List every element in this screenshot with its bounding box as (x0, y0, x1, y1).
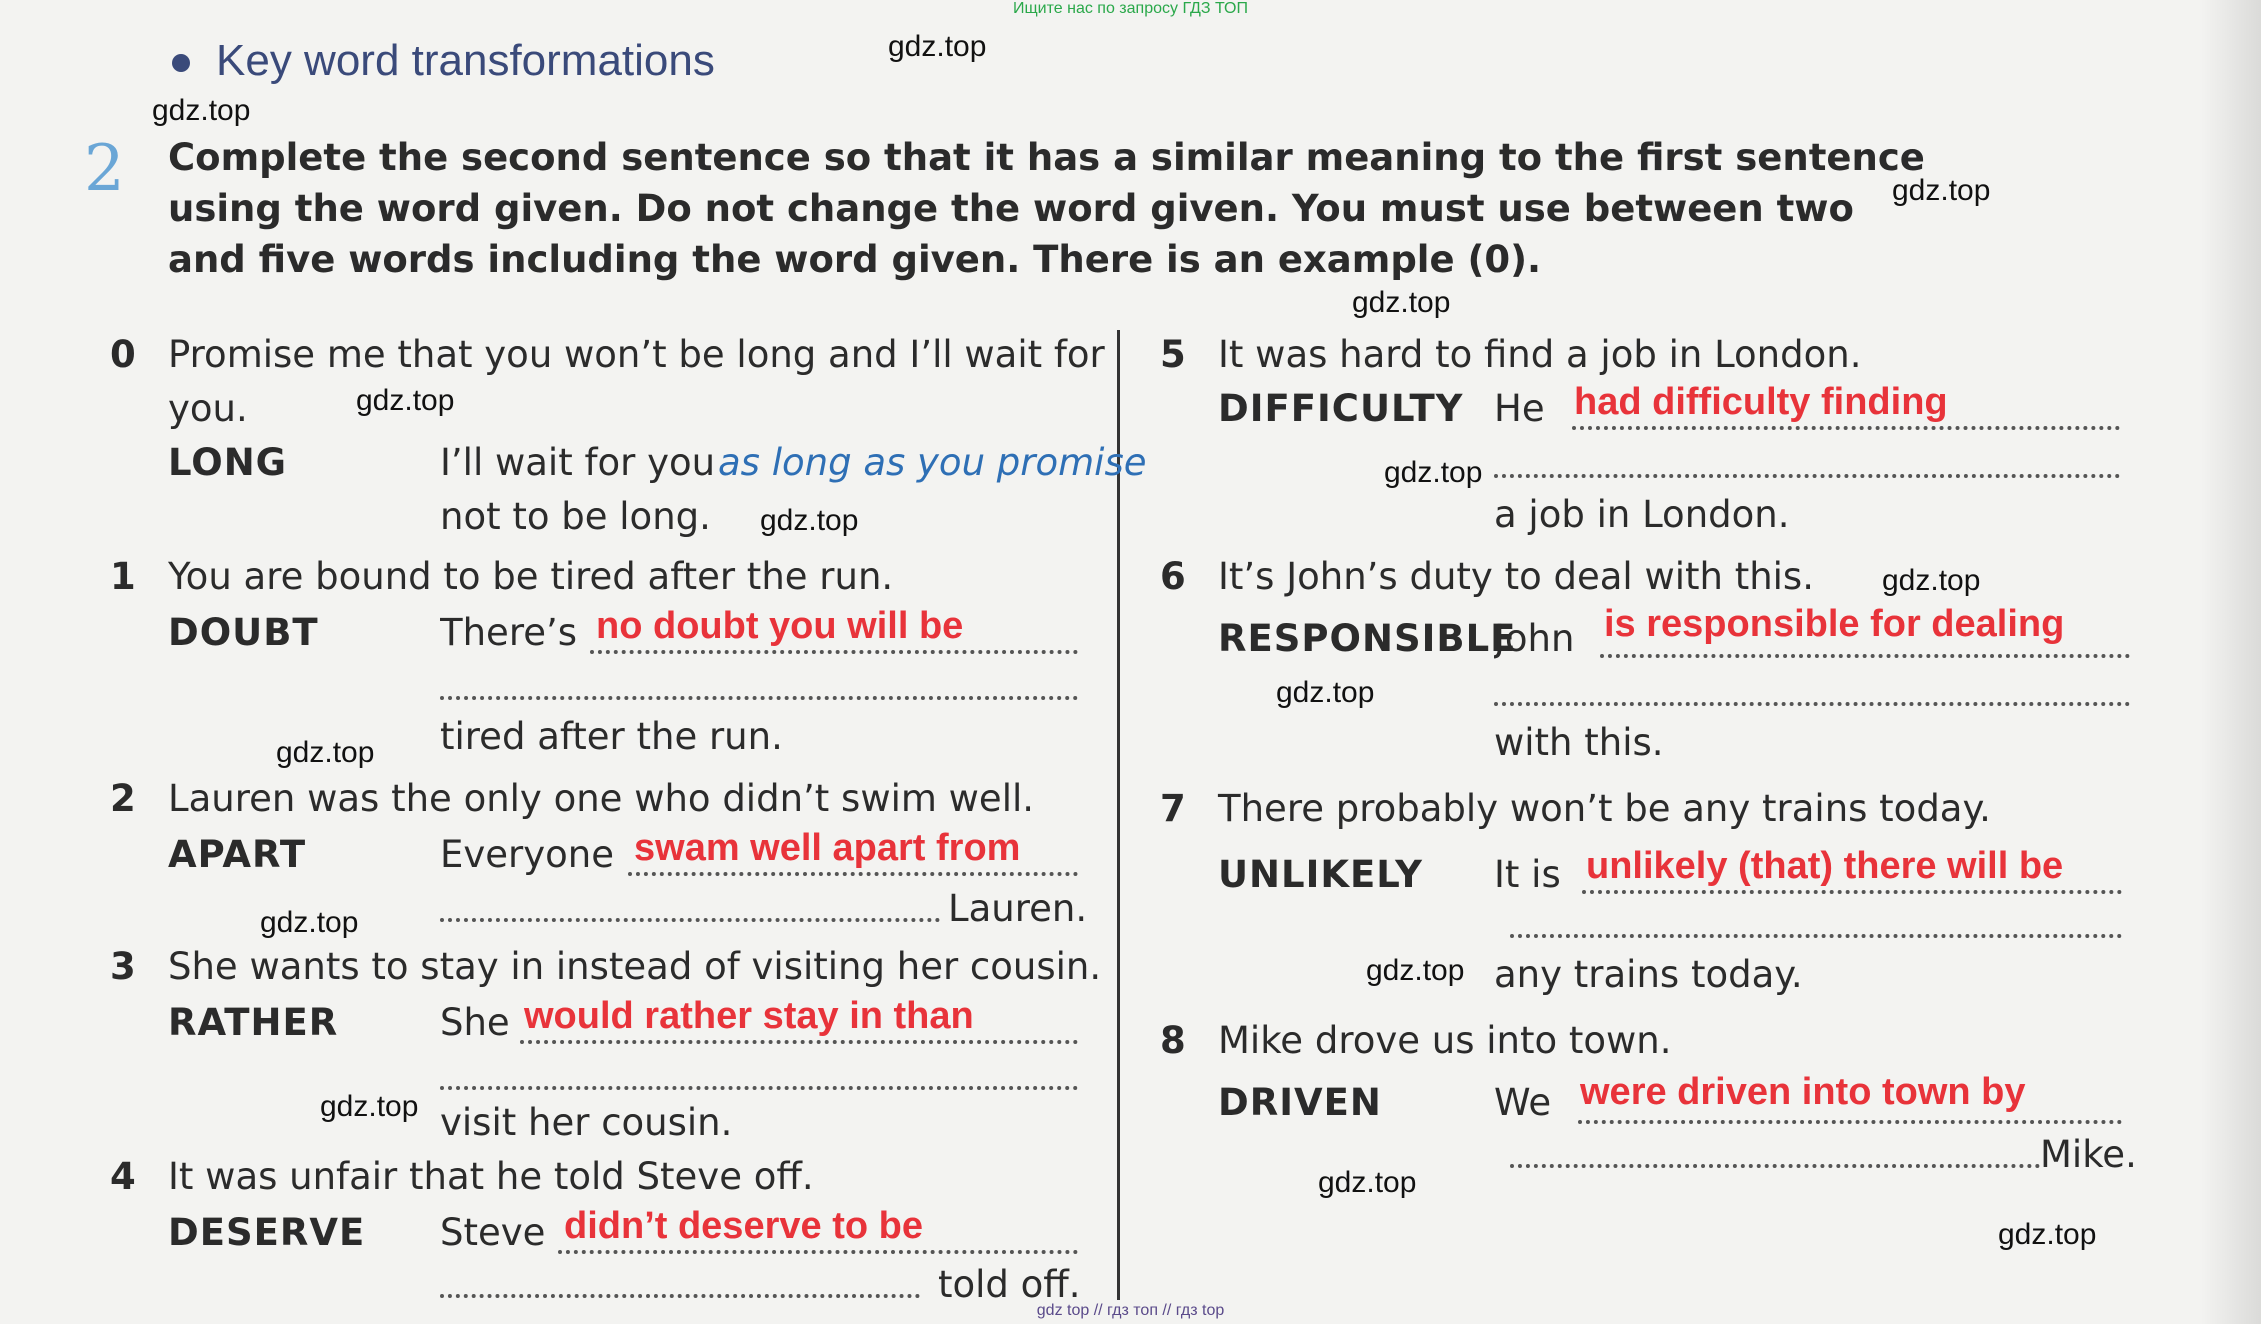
answer-blank-2 (440, 1294, 920, 1298)
answer-end: any trains today. (1494, 953, 1803, 996)
item-8 (1160, 1014, 2160, 1184)
watermark: gdz.top (320, 1090, 419, 1123)
answer-blank-2 (1510, 934, 2122, 938)
watermark: gdz.top (1352, 286, 1451, 319)
exercise-number: 2 (84, 132, 125, 206)
watermark: gdz.top (888, 30, 987, 63)
bottom-banner: gdz top // гдз топ // гдз top (1036, 1302, 1225, 1319)
watermark: gdz.top (356, 384, 455, 417)
section-heading (172, 36, 715, 86)
item-1 (110, 550, 1110, 770)
item-7 (1160, 782, 2160, 1002)
answer-blank-2 (1494, 702, 2130, 706)
answer-end: Mike. (2040, 1133, 2137, 1176)
key-word: RESPONSIBLE (1218, 617, 1517, 660)
answer-start: There’s (440, 611, 578, 654)
answer-blank-2 (440, 918, 940, 922)
item-sentence: There probably won’t be any trains today. (1218, 787, 1991, 830)
watermark: gdz.top (1882, 564, 1981, 597)
answer-blank-2 (440, 1086, 1078, 1090)
watermark: gdz.top (1366, 954, 1465, 987)
watermark: gdz.top (1384, 456, 1483, 489)
exercise-instructions: Complete the second sentence so that it has a similar meaning to the first sentence using the word given. Do not change the word given. You must use between two and five words including the word given. There is an example (0). (168, 136, 1925, 281)
item-number: 2 (110, 777, 136, 820)
item-sentence: Lauren was the only one who didn’t swim well. (168, 777, 1035, 820)
answer-start: He (1494, 387, 1545, 430)
answer-start: Everyone (440, 833, 614, 876)
watermark: gdz.top (1276, 676, 1375, 709)
item-sentence: It was hard to find a job in London. (1218, 333, 1862, 376)
answer-end: visit her cousin. (440, 1101, 733, 1144)
watermark: gdz.top (276, 736, 375, 769)
item-3 (110, 940, 1110, 1150)
answer-text: would rather stay in than (524, 995, 974, 1037)
answer-end: not to be long. (440, 495, 711, 538)
answer-start: I’ll wait for you (440, 441, 716, 484)
answer-end: told off. (938, 1263, 1081, 1306)
key-word: DOUBT (168, 611, 319, 654)
item-sentence: She wants to stay in instead of visiting her cousin. (168, 945, 1102, 988)
answer-start: She (440, 1001, 510, 1044)
heading-text: Key word transformations (216, 36, 715, 85)
answer-start: We (1494, 1081, 1552, 1124)
watermark: gdz.top (1892, 174, 1991, 207)
item-4 (110, 1150, 1110, 1306)
answer-text: had difficulty finding (1574, 381, 1948, 423)
answer-blank (1578, 1120, 2122, 1124)
item-number: 8 (1160, 1019, 1186, 1062)
key-word: DIFFICULTY (1218, 387, 1464, 430)
watermark: gdz.top (152, 94, 251, 127)
item-number: 7 (1160, 787, 1186, 830)
item-sentence-continued: you. (168, 387, 248, 430)
answer-text: is responsible for dealing (1604, 603, 2065, 645)
answer-end: with this. (1494, 721, 1664, 764)
watermark: gdz.top (760, 504, 859, 537)
answer-end: tired after the run. (440, 715, 783, 758)
key-word: LONG (168, 441, 288, 484)
bullet-icon (172, 54, 190, 72)
answer-text: swam well apart from (634, 827, 1021, 869)
example-answer: as long as you promise (718, 441, 1147, 484)
answer-blank-2 (1494, 474, 2120, 478)
page-edge-shadow (2201, 0, 2261, 1324)
watermark: gdz.top (1318, 1166, 1417, 1199)
answer-start: It is (1494, 853, 1561, 896)
item-sentence: You are bound to be tired after the run. (168, 555, 894, 598)
item-0 (110, 328, 1147, 548)
answer-blank-2 (1510, 1164, 2040, 1168)
answer-end: a job in London. (1494, 493, 1790, 536)
key-word: DESERVE (168, 1211, 366, 1254)
key-word: APART (168, 833, 307, 876)
answer-start: John (1494, 617, 1575, 660)
key-word: UNLIKELY (1218, 853, 1423, 896)
item-number: 0 (110, 333, 136, 376)
item-number: 3 (110, 945, 136, 988)
watermark: gdz.top (1998, 1218, 2097, 1251)
answer-blank (1600, 654, 2130, 658)
key-word: DRIVEN (1218, 1081, 1382, 1124)
watermark: gdz.top (260, 906, 359, 939)
answer-text: unlikely (that) there will be (1586, 845, 2064, 887)
item-sentence: Promise me that you won’t be long and I’ll wait for (168, 333, 1105, 376)
answer-text: were driven into town by (1580, 1071, 2026, 1113)
item-sentence: It was unfair that he told Steve off. (168, 1155, 814, 1198)
item-sentence: Mike drove us into town. (1218, 1019, 1672, 1062)
item-number: 1 (110, 555, 136, 598)
top-banner: Ищите нас по запросу ГДЗ ТОП (1013, 0, 1248, 17)
key-word: RATHER (168, 1001, 339, 1044)
item-number: 5 (1160, 333, 1186, 376)
answer-blank-2 (440, 696, 1078, 700)
item-sentence: It’s John’s duty to deal with this. (1218, 555, 1814, 598)
item-number: 4 (110, 1155, 136, 1198)
answer-text: didn’t deserve to be (564, 1205, 923, 1247)
item-6 (1160, 550, 2160, 770)
answer-end: Lauren. (948, 887, 1088, 930)
answer-start: Steve (440, 1211, 546, 1254)
item-number: 6 (1160, 555, 1186, 598)
answer-text: no doubt you will be (596, 605, 964, 647)
item-5 (1160, 328, 2160, 548)
